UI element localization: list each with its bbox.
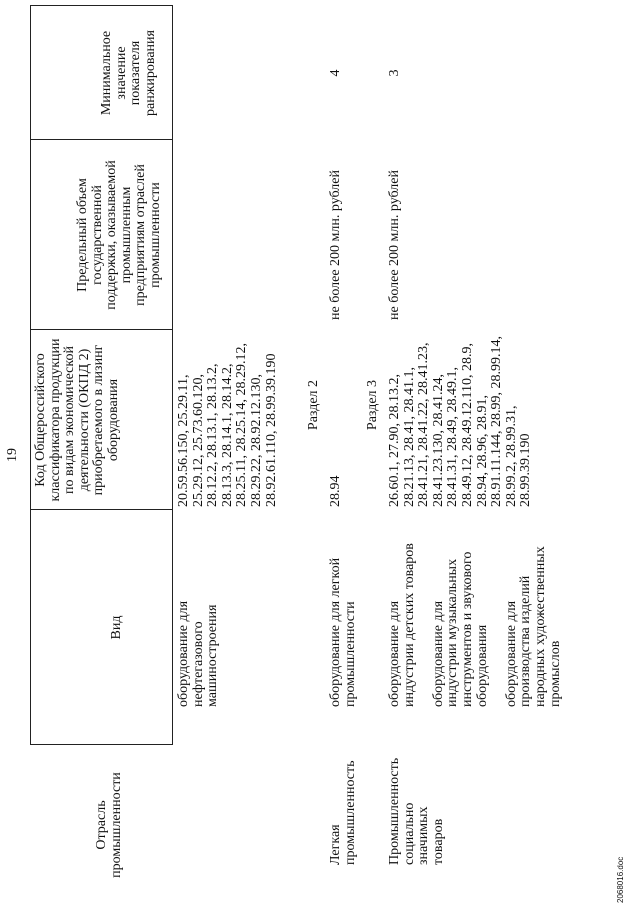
header-bottom-border [172,5,173,745]
header-industry: Отрасль промышленности [94,772,124,878]
row-1-type: оборудование для нефтегазового машиностроения [176,600,221,707]
page-number: 19 [5,448,20,462]
footer-file-code: 2068016.doc [616,856,625,903]
row-3-support: не более 200 млн. рублей [387,170,402,320]
row-3-industry: Промышленность социально значимых товаров [387,757,446,865]
row-3-min-value: 3 [387,69,402,77]
section-3-label: Раздел 3 [365,379,380,431]
row-2-industry: Легкая промышленность [328,760,358,865]
header-support: Предельный объем государственной поддержки, оказываемой промышленным предприятиям отраслей промышленности [75,160,163,310]
table-top-border [30,5,31,745]
row-2-support: не более 200 млн. рублей [328,170,343,320]
row-3-type: оборудование для индустрии детских товаров оборудование для индустрии музыкальных инструментов и звукового оборудования оборудование для производства изделий народных художественных промыслов [387,543,563,707]
row-2-okpd: 28.94 [328,475,343,507]
row-2-type: оборудование для легкой промышленности [328,557,358,707]
header-okpd: Код Общероссийского классификатора продукции по видам экономической деятельности (ОКПД 2) приобретаемого в лизинг оборудования [33,338,121,502]
row-3-okpd: 26.60.1, 27.90, 28.13.2, 28.21.13, 28.41, 28.41.1, 28.41.21, 28.41.22, 28.41.23, 28.41.23.130, 28.41.24, 28.41.31, 28.49, 28.49.1, 28.49.12, 28.49.12.110, 28.9, 28.94, 28.96, 28.91, 28.91.11.144, 28.99, 28.99.14, 28.99.2, 28.99.31, 28.99.39.190 [387,336,534,507]
header-min-value: Минимальное значение показателя ранжирования [99,30,158,116]
header-type: Вид [109,615,124,640]
row-2-min-value: 4 [328,69,343,77]
row-1-okpd: 20.59.56.150, 25.29.11, 25.29.12, 25.73.60.120, 28.12.2, 28.13.1, 28.13.2, 28.13.3, 28.14.1, 28.14.2, 28.25.11, 28.25.14, 28.29.12, 28.29.22, 28.92.12.130, 28.92.61.110, 28.99.39.190 [176,343,279,507]
section-2-label: Раздел 2 [306,379,321,431]
